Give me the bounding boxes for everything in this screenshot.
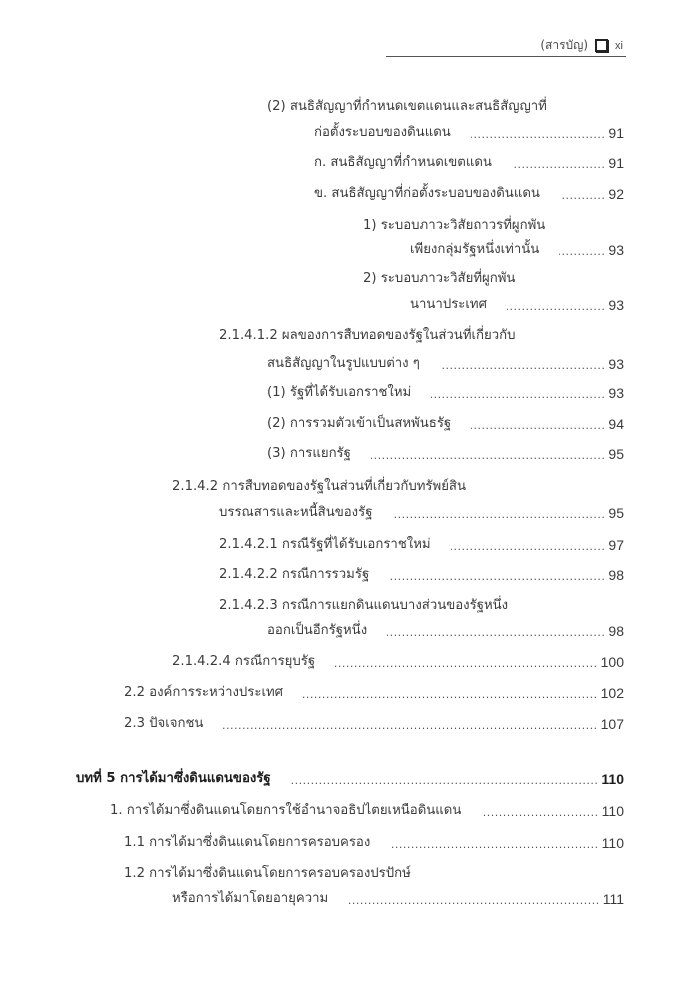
toc-entry [410,295,624,315]
dot-leader [389,568,605,585]
toc-entry [219,326,516,346]
toc-entry-page: 102 [600,685,624,701]
toc-entry [363,269,515,289]
dot-leader [223,717,597,734]
toc-entry [219,565,624,585]
toc-entry [314,153,624,173]
toc-entry-label: 2.1.4.2.3 กรณีการแยกดินแดนบางส่วนของรัฐหนึ่ง [219,598,509,613]
dot-leader [348,892,600,909]
toc-entry-label: 1.1 การได้มาซึ่งดินแดนโดยการครอบครอง [124,835,371,850]
toc-entry [172,652,624,672]
toc-entry [124,833,624,853]
toc-chapter-label: บทที่ 5 การได้มาซึ่งดินแดนของรัฐ [76,771,271,786]
dot-leader [392,506,605,523]
dot-leader [390,836,598,853]
toc-entry-label: 2.3 ปัจเจกชน [124,716,204,731]
toc-entry-page: 98 [608,623,624,639]
toc-entry-page: 110 [601,835,624,851]
dot-leader [431,386,605,403]
dot-leader [471,417,605,434]
toc-entry-page: 111 [602,891,624,907]
toc-entry-page: 98 [608,567,624,583]
toc-entry [363,216,545,236]
toc-entry-page: 91 [608,125,624,141]
toc-entry-page: 93 [608,297,624,313]
dot-leader [481,804,598,821]
toc-entry-label: 2.1.4.1.2 ผลของการสืบทอดของรัฐในส่วนที่เกี่ยวกับ [219,328,516,343]
toc-entry [124,864,411,884]
toc-entry-page: 93 [608,385,624,401]
toc-entry-label: 1.2 การได้มาซึ่งดินแดนโดยการครอบครองปรปักษ์ [124,866,411,881]
toc-entry-label: 2.1.4.2.4 กรณีการยุบรัฐ [172,654,316,669]
toc-entry-page: 94 [608,416,624,432]
dot-leader [371,447,606,464]
toc-entry-label: 2.2 องค์การระหว่างประเทศ [124,685,284,700]
dot-leader [451,538,606,555]
toc-entry-page: 92 [608,186,624,202]
running-header [540,36,623,55]
dot-leader [335,655,597,672]
toc-entry [124,683,624,703]
dot-leader [559,243,605,260]
dot-leader [471,126,606,143]
toc-entry-label: (1) รัฐที่ได้รับเอกราชใหม่ [267,385,412,400]
toc-entry [267,444,624,464]
toc-chapter-entry [76,769,624,789]
toc-entry-page: 97 [608,537,624,553]
toc-entry-label: สนธิสัญญาในรูปแบบต่าง ๆ [267,356,420,371]
toc-entry-label: 2.1.4.2.1 กรณีรัฐที่ได้รับเอกราชใหม่ [219,537,431,552]
toc-entry [267,414,624,434]
toc-entry-page: 107 [600,716,624,732]
toc-entry-page: 95 [608,446,624,462]
toc-entry [219,503,624,523]
toc-entry-label: (2) สนธิสัญญาที่กำหนดเขตแดนและสนธิสัญญาที่ [267,99,547,114]
toc-entry-label: (3) การแยกรัฐ [267,446,351,461]
dot-leader [512,156,605,173]
toc-entry [172,477,466,497]
toc-entry [314,123,624,143]
toc-entry-label: (2) การรวมตัวเข้าเป็นสหพันธรัฐ [267,416,452,431]
toc-entry [110,801,624,821]
toc-entry-label: 1) ระบอบภาวะวิสัยถาวรที่ผูกพัน [363,218,546,233]
toc-entry [267,354,624,374]
toc-entry-page: 91 [608,155,624,171]
toc-entry-label: ข. สนธิสัญญาที่ก่อตั้งระบอบของดินแดน [314,186,540,201]
header-section-title: (สารบัญ) [540,38,589,52]
toc-entry-label: ก. สนธิสัญญาที่กำหนดเขตแดน [314,155,492,170]
dot-leader [291,772,599,789]
dot-leader [507,298,605,315]
toc-entry [172,889,624,909]
toc-entry-label: ออกเป็นอีกรัฐหนึ่ง [267,623,368,638]
dot-leader [387,624,605,641]
toc-entry [410,240,624,260]
toc-entry [219,596,508,616]
toc-entry-label: 2.1.4.2 การสืบทอดของรัฐในส่วนที่เกี่ยวกับทรัพย์สิน [172,479,466,494]
toc-entry-page: 100 [600,654,624,670]
toc-entry-page: 93 [608,356,624,372]
toc-entry [267,383,624,403]
toc-entry-label: เพียงกลุ่มรัฐหนึ่งเท่านั้น [410,242,540,257]
toc-entry-page: 95 [608,505,624,521]
toc-entry-label: หรือการได้มาโดยอายุความ [172,891,329,906]
toc-entry [267,621,624,641]
header-page-number: xi [615,39,623,52]
toc-entry [267,97,547,117]
toc-entry-label: ก่อตั้งระบอบของดินแดน [314,125,451,140]
dot-leader [440,357,606,374]
toc-entry-label: 1. การได้มาซึ่งดินแดนโดยการใช้อำนาจอธิปไตยเหนือดินแดน [110,803,462,818]
toc-entry-page: 110 [601,803,624,819]
dot-leader [560,187,606,204]
toc-entry [219,535,624,555]
toc-chapter-page: 110 [601,771,624,787]
toc-entry-label: 2.1.4.2.2 กรณีการรวมรัฐ [219,567,370,582]
toc-entry-page: 93 [608,242,624,258]
toc-entry [124,714,624,734]
toc-entry-label: บรรณสารและหนี้สินของรัฐ [219,505,373,520]
toc-entry [314,184,624,204]
toc-entry-label: นานาประเทศ [410,297,487,312]
header-rule [386,56,626,57]
dot-leader [303,686,598,703]
toc-entry-label: 2) ระบอบภาวะวิสัยที่ผูกพัน [363,271,516,286]
square-bullet-icon [595,39,608,52]
